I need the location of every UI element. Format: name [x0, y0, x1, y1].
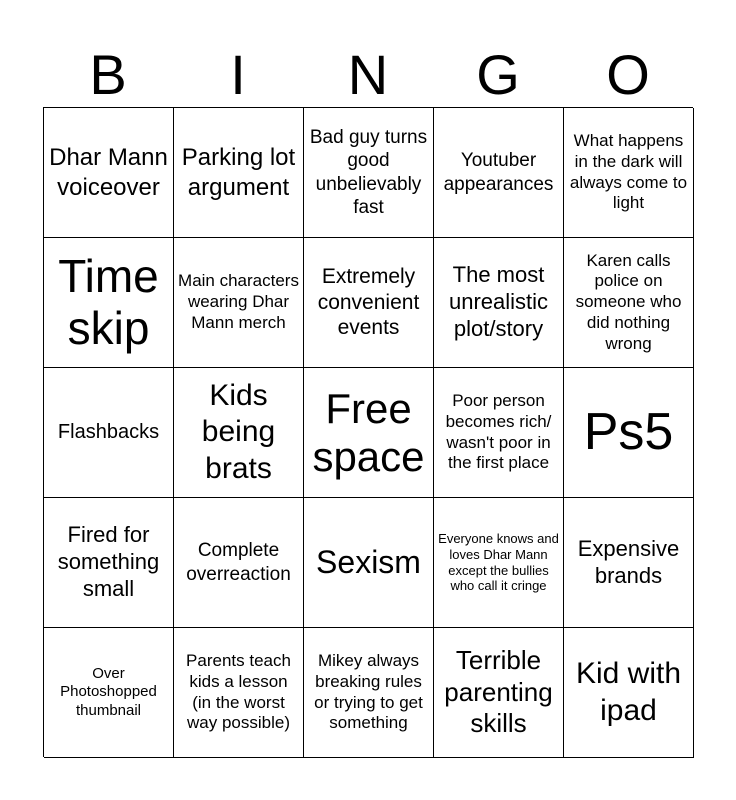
bingo-cell: [174, 238, 304, 368]
cell-text: Sexism: [316, 543, 421, 580]
bingo-cell: [44, 628, 174, 758]
header-letter-b: B: [89, 43, 127, 106]
bingo-cell: [434, 368, 564, 498]
header-letter-i: I: [230, 43, 246, 106]
cell-text: Kids being brats: [201, 378, 276, 485]
cell-text: Expensive brands: [577, 535, 680, 588]
bingo-cell: [174, 498, 304, 628]
cell-text: Time skip: [58, 249, 159, 354]
cell-text: Extremely convenient events: [317, 265, 420, 340]
cell-text: Ps5: [583, 403, 674, 462]
bingo-cell: [564, 628, 694, 758]
cell-text: Main characters wearing Dhar Mann merch: [178, 271, 299, 332]
cell-text: Parents teach kids a lesson (in the worst way possible): [186, 651, 291, 733]
bingo-cell: [564, 238, 694, 368]
cell-text: Kid with ipad: [575, 656, 682, 727]
bingo-cell: [564, 498, 694, 628]
cell-text: Over Photoshopped thumbnail: [60, 665, 157, 719]
bingo-cell: [434, 238, 564, 368]
cell-text: Dhar Mann voiceover: [49, 144, 168, 201]
bingo-cell: [304, 628, 434, 758]
bingo-cell: [434, 628, 564, 758]
bingo-header: [43, 44, 693, 106]
header-letter-o: O: [606, 43, 650, 106]
bingo-cell: [44, 498, 174, 628]
cell-text: Parking lot argument: [181, 144, 296, 201]
bingo-cell: [44, 368, 174, 498]
cell-text: What happens in the dark will always come to light: [569, 131, 688, 213]
bingo-cell: [304, 498, 434, 628]
bingo-cell: [564, 368, 694, 498]
cell-text: Poor person becomes rich/ wasn't poor in the first place: [445, 391, 552, 473]
bingo-cell: [434, 498, 564, 628]
cell-text: Youtuber appearances: [443, 150, 554, 195]
cell-text: Fired for something small: [57, 522, 160, 601]
cell-text: The most unrealistic plot/story: [448, 262, 549, 341]
cell-text: Bad guy turns good unbelievably fast: [309, 127, 428, 218]
cell-text: Mikey always breaking rules or trying to get something: [314, 651, 423, 733]
cell-text: Complete overreaction: [186, 540, 291, 585]
bingo-cell-free-space: [304, 368, 434, 498]
bingo-cell: [174, 628, 304, 758]
bingo-cell: [174, 368, 304, 498]
bingo-cell: [44, 108, 174, 238]
cell-text: Everyone knows and loves Dhar Mann except the bullies who call it cringe: [438, 530, 559, 594]
bingo-cell: [434, 108, 564, 238]
bingo-cell: [564, 108, 694, 238]
cell-text: Flashbacks: [57, 421, 160, 444]
cell-text: Karen calls police on someone who did nothing wrong: [575, 250, 682, 353]
bingo-board: [43, 107, 693, 757]
cell-text: Terrible parenting skills: [444, 644, 553, 739]
bingo-cell: [304, 108, 434, 238]
bingo-cell: [174, 108, 304, 238]
header-letter-n: N: [347, 43, 389, 106]
bingo-cell: [44, 238, 174, 368]
bingo-cell: [304, 238, 434, 368]
cell-text: Free space: [312, 385, 425, 480]
header-letter-g: G: [476, 43, 520, 106]
